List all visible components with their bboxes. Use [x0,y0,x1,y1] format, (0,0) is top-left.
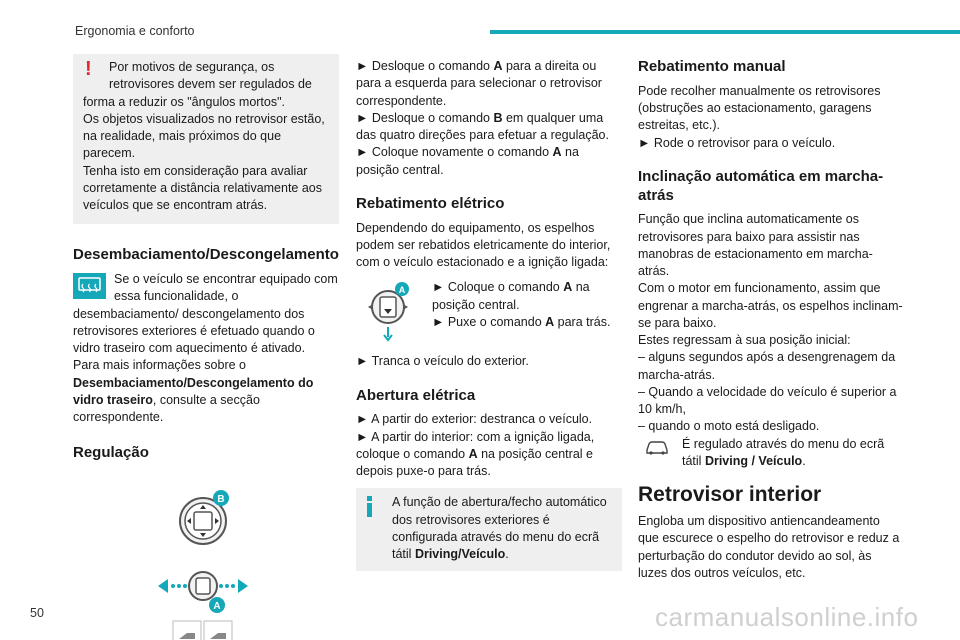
info-text: A função de abertura/fecho automático dos retrovisores exteriores é configurada através do menu do ecrã tátil Driving/Veículo. [392,495,607,561]
header-section-label: Ergonomia e conforto [75,24,195,38]
warning-line-2: retrovisores devem ser regulados de [109,77,312,92]
mirror-control-figure [73,481,339,640]
info-icon [366,496,372,518]
section-title-rebatimento-eletrico: Rebatimento elétrico [356,194,505,212]
column-2 [356,58,622,571]
rear-defrost-icon [73,273,106,299]
column-1 [73,54,339,640]
fold-step-2: ► Puxe o comando A para trás. [432,314,611,329]
inclinacao-p3: Estes regressam à sua posição inicial: [638,333,851,347]
car-icon [644,438,670,456]
watermark: carmanualsonline.info [655,602,919,632]
label-a: A [213,601,221,612]
page-number: 50 [30,606,44,620]
fold-control-row [356,279,622,343]
svg-text:A: A [398,285,406,296]
abertura-line-2: ► A partir do interior: com a ignição ligada, coloque o comando A na posição central e depois puxe-o para trás. [356,429,595,478]
fold-instructions [428,279,622,331]
warning-paragraph-3: Tenha isto em consideração para avaliar corretamente a distância relativamente aos veículos que se encontram atrás. [83,163,323,212]
step-1: ► Desloque o comando A para a direita ou para a esquerda para selecionar o retrovisor correspondente. [356,59,602,108]
exclamation-icon: ! [85,58,92,80]
section-title-inclinacao: Inclinação automática em marcha-atrás [638,167,884,204]
defrost-more-info [73,357,339,426]
warning-paragraph-2: Os objetos visualizados no retrovisor estão, na realidade, mais próximos do que parecem. [83,111,325,161]
inclinacao-p2: Com o motor em funcionamento, assim que engrenar a marcha-atrás, os espelhos inclinam-se para baixo. [638,281,903,330]
defrost-text: Se o veículo se encontrar equipado com essa funcionalidade, o desembaciamento/ descongelamento dos retrovisores exteriores é efetuado quando o vidro traseiro com aquecimento é ativado. [73,272,338,355]
rebatimento-manual-step: ► Rode o retrovisor para o veículo. [638,135,836,150]
defrost-more-bold: Desembaciamento/Descongelamento do vidro traseiro [73,375,314,407]
menu-setting-text: É regulado através do menu do ecrã tátil Driving / Veículo. [682,436,885,468]
rebatimento-eletrico-intro: Dependendo do equipamento, os espelhos podem ser rebatidos eletricamente do interior, com o veículo estacionado e a ignição ligada: [356,220,611,269]
fold-step-1: ► Coloque o comando A na posição central. [432,280,590,312]
inclinacao-dash-2: – Quando a velocidade do veículo é superior a 10 km/h, [638,384,897,416]
column-3 [638,58,904,582]
step-3: ► Coloque novamente o comando A na posição central. [356,145,579,177]
section-title-regulacao: Regulação [73,444,149,462]
retrovisor-interior-text: Engloba um dispositivo antiencandeamento que escurece o espelho do retrovisor e reduz a perturbação do condutor devido ao sol, às luzes dos outros veículos, etc. [638,514,900,580]
inclinacao-p1: Função que inclina automaticamente os retrovisores para baixo para assistir nas manobras de estacionamento em marcha-atrás. [638,212,873,278]
safety-warning-box [73,54,339,224]
menu-setting-row [638,436,904,471]
section-title-rebatimento-manual: Rebatimento manual [638,58,786,75]
section-title-retrovisor-interior: Retrovisor interior [638,483,822,506]
inclinacao-dash-1: – alguns segundos após a desengrenagem da marcha-atrás. [638,350,896,382]
defrost-row [73,271,339,426]
inclinacao-dash-3: – quando o moto está desligado. [638,419,820,434]
fold-after: ► Tranca o veículo do exterior. [356,354,529,369]
mirror-position-icons [173,621,232,640]
header-accent-bar [490,30,960,34]
rebatimento-manual-text: Pode recolher manualmente os retrovisores (obstruções ao estacionamento, garagens estreitas, etc.). [638,83,881,133]
label-b: B [217,494,225,505]
defrost-more-suffix: , consulte a secção correspondente. [73,392,260,424]
warning-line-1: Por motivos de segurança, os [109,60,275,74]
abertura-line-1: ► A partir do exterior: destranca o veículo. [356,412,593,427]
step-2: ► Desloque o comando B em qualquer uma das quatro direções para efetuar a regulação. [356,110,609,142]
fold-control-icon [356,279,420,343]
section-title-abertura-eletrica: Abertura elétrica [356,386,476,404]
auto-fold-info-box [356,488,622,571]
defrost-more-prefix: Para mais informações sobre o [73,358,246,373]
warning-line-3: forma a reduzir os "ângulos mortos". [83,94,286,109]
selector-a-icon [158,572,248,600]
section-title-defrost: Desembaciamento/Descongelamento [73,246,339,264]
